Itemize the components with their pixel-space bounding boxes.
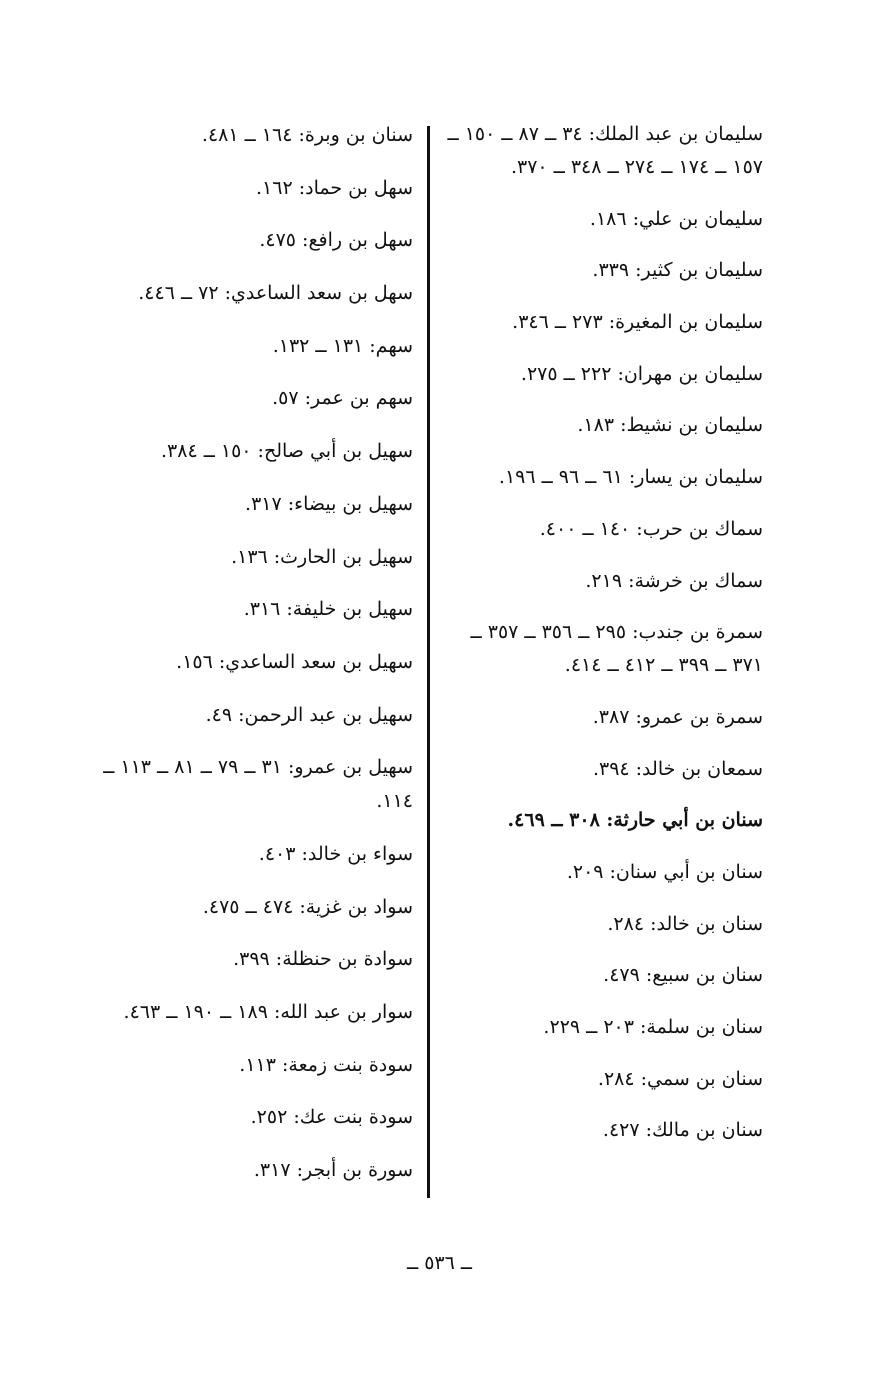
index-entry: سليمان بن كثير: ٣٣٩. <box>592 259 763 282</box>
index-entry: سهيل بن أبي صالح: ١٥٠ ــ ٣٨٤. <box>160 440 413 463</box>
index-entry: سليمان بن يسار: ٦١ ــ ٩٦ ــ ١٩٦. <box>498 466 763 489</box>
page-number: ــ ٥٣٦ ــ <box>407 1252 472 1274</box>
index-entry: سهيل بن سعد الساعدي: ١٥٦. <box>176 650 413 673</box>
index-entry: سودة بنت زمعة: ١١٣. <box>239 1053 413 1076</box>
index-entry: سليمان بن علي: ١٨٦. <box>589 207 763 230</box>
index-entry: سهيل بن عمرو: ٣١ ــ ٧٩ ــ ٨١ ــ ١١٣ ــ ١١٤. <box>103 756 413 813</box>
index-entry: سهيل بن الحارث: ١٣٦. <box>231 545 413 568</box>
index-entry: سمرة بن جندب: ٢٩٥ ــ ٣٥٦ ــ ٣٥٧ ــ ٣٧١ ــ ٣٩٩ ــ ٤١٢ ــ ٤١٤. <box>470 621 763 677</box>
index-entry: سنان بن أبي سنان: ٢٠٩. <box>566 860 763 883</box>
index-entry: سهيل بن خليفة: ٣١٦. <box>243 598 413 621</box>
index-entry: سهل بن سعد الساعدي: ٧٢ ــ ٤٤٦. <box>138 282 413 305</box>
index-entry: سماك بن خرشة: ٢١٩. <box>585 569 763 592</box>
index-entry: سورة بن أبجر: ٣١٧. <box>253 1159 413 1182</box>
index-entry: سهم بن عمر: ٥٧. <box>272 387 413 410</box>
index-entry: سنان بن وبرة: ١٦٤ ــ ٤٨١. <box>201 124 413 146</box>
index-entry: سمعان بن خالد: ٣٩٤. <box>592 757 763 780</box>
index-entry: سليمان بن المغيرة: ٢٧٣ ــ ٣٤٦. <box>512 311 763 334</box>
index-entry: سمرة بن عمرو: ٣٨٧. <box>592 705 763 728</box>
index-entry: سهيل بن بيضاء: ٣١٧. <box>245 492 413 515</box>
index-entry: سوار بن عبد الله: ١٨٩ ــ ١٩٠ ــ ٤٦٣. <box>123 1001 413 1023</box>
index-entry: سليمان بن عبد الملك: ٣٤ ــ ٨٧ ــ ١٥٠ ــ ١٥٧ ــ ١٧٤ ــ ٢٧٤ ــ ٣٤٨ ــ ٣٧٠. <box>447 123 763 178</box>
index-entry: سماك بن حرب: ١٤٠ ــ ٤٠٠. <box>539 517 763 540</box>
index-column-right <box>443 118 763 1166</box>
index-entry: سنان بن خالد: ٢٨٤. <box>607 912 763 935</box>
index-entry: سهم: ١٣١ ــ ١٣٢. <box>272 334 413 357</box>
index-entry: سنان بن سلمة: ٢٠٣ ــ ٢٢٩. <box>543 1016 763 1038</box>
index-entry: سودة بنت عك: ٢٥٢. <box>250 1106 413 1129</box>
index-entry: سوادة بن حنظلة: ٣٩٩. <box>233 948 413 971</box>
index-entry: سنان بن مالك: ٤٢٧. <box>602 1119 763 1142</box>
index-entry: سهل بن حماد: ١٦٢. <box>256 176 413 199</box>
index-entry: سنان بن سبيع: ٤٧٩. <box>603 964 763 987</box>
index-column-left <box>61 118 413 1206</box>
index-entry: سهيل بن عبد الرحمن: ٤٩. <box>205 703 413 726</box>
column-divider <box>427 126 430 1198</box>
index-entry: سليمان بن مهران: ٢٢٢ ــ ٢٧٥. <box>520 362 763 385</box>
index-entry: سنان بن سمي: ٢٨٤. <box>597 1067 763 1090</box>
index-entry: سليمان بن نشيط: ١٨٣. <box>577 414 763 437</box>
index-entry: سهل بن رافع: ٤٧٥. <box>259 229 413 252</box>
index-entry: سواء بن خالد: ٤٠٣. <box>258 842 413 865</box>
index-entry-bold: سنان بن أبي حارثة: ٣٠٨ ــ ٤٦٩. <box>507 809 763 832</box>
index-entry: سواد بن غزية: ٤٧٤ ــ ٤٧٥. <box>202 895 413 918</box>
